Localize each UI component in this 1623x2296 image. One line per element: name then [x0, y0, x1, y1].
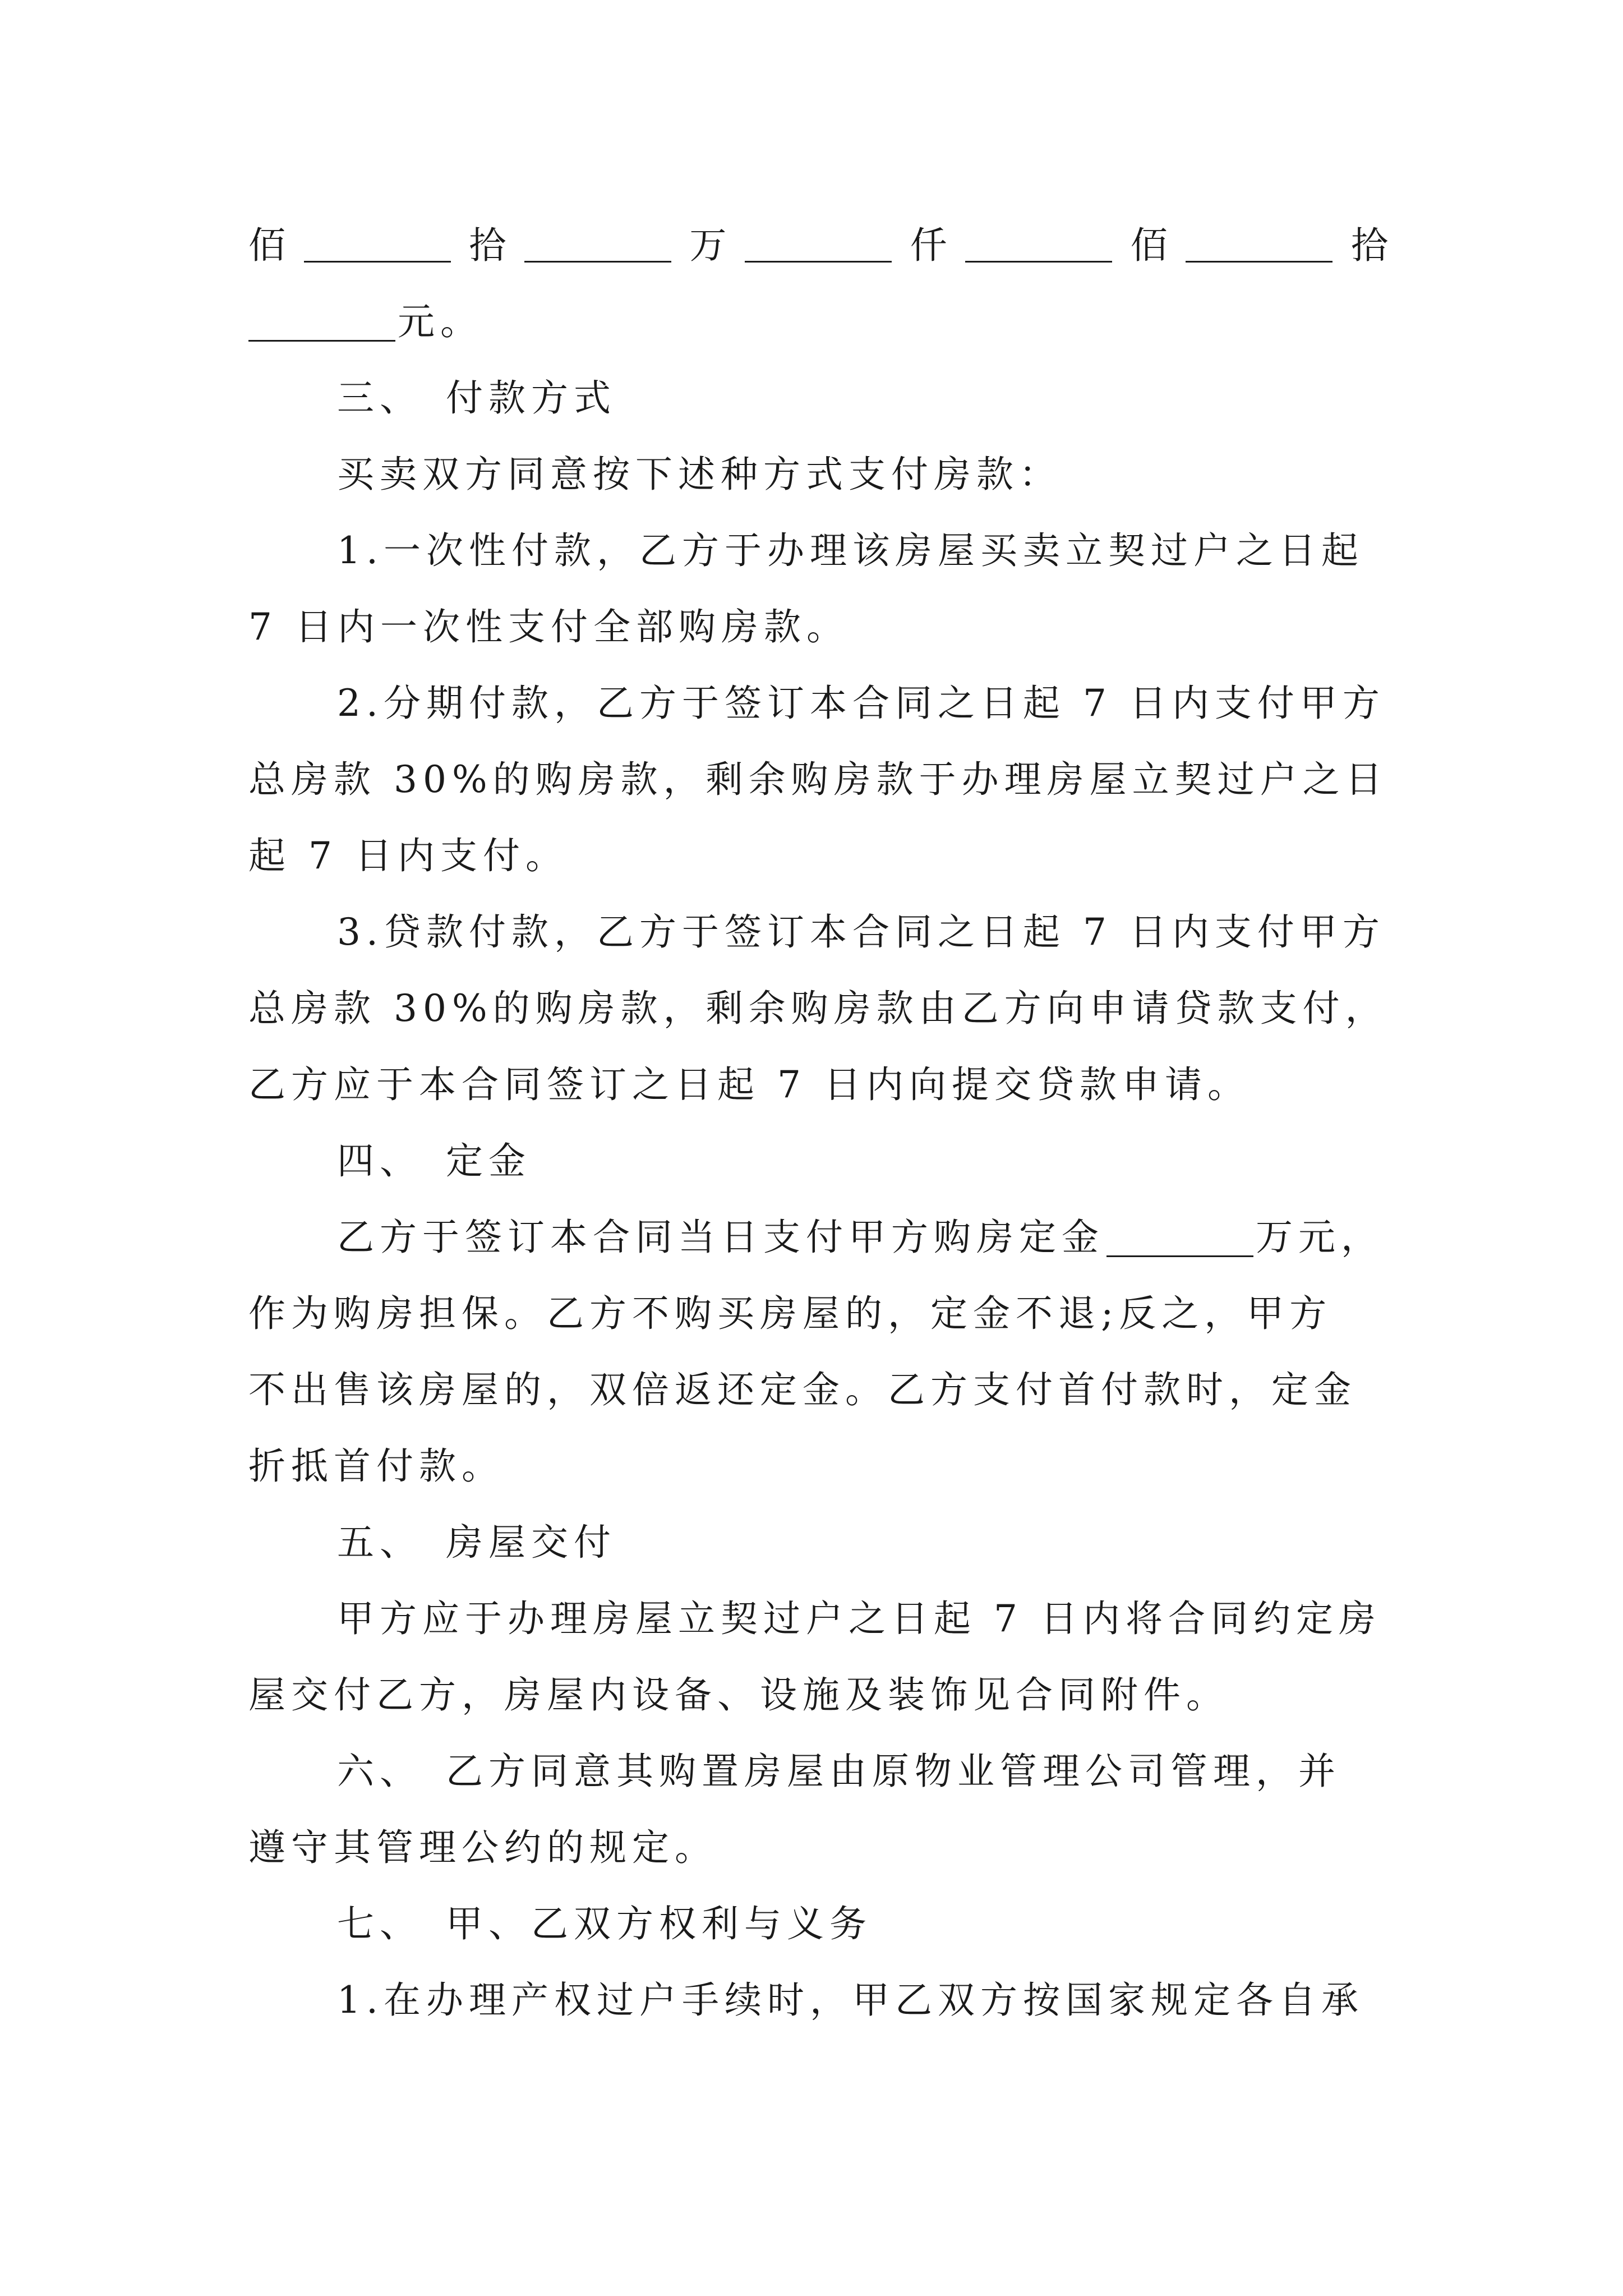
amount-blank [304, 261, 451, 263]
unit-label: 佰 [248, 224, 285, 267]
amount-units-line [248, 208, 1388, 284]
amount-yuan-line [248, 284, 1388, 360]
section-text: 乙方同意其购置房屋由原物业管理公司管理，并 [446, 1750, 1341, 1793]
paragraph-line: 乙方应于本合同签订之日起 7 日内向提交贷款申请。 [248, 1063, 1250, 1106]
paragraph-line: 遵守其管理公约的规定。 [248, 1826, 717, 1869]
unit-label: 拾 [1350, 224, 1388, 267]
unit-label: 佰 [1130, 224, 1168, 267]
amount-blank [1186, 261, 1332, 263]
section-number: 六、 [337, 1750, 422, 1793]
paragraph-line: 7 日内一次性支付全部购房款。 [248, 605, 849, 648]
deposit-text: 乙方于签订本合同当日支付甲方购房定金 [337, 1216, 1104, 1259]
section-heading-6 [248, 1733, 1388, 1810]
section-heading-3 [248, 360, 1388, 436]
document-page [248, 208, 1388, 2039]
section-number: 三、 [337, 376, 422, 420]
amount-blank [248, 340, 395, 342]
section-heading-5 [248, 1504, 1388, 1581]
paragraph-line: 1.一次性付款，乙方于办理该房屋买卖立契过户之日起 [337, 529, 1364, 572]
paragraph-line: 总房款 30%的购房款，剩余购房款由乙方向申请贷款支付， [248, 987, 1388, 1030]
section-heading-4 [248, 1123, 1388, 1199]
section-title: 定金 [446, 1139, 531, 1182]
section-title: 房屋交付 [446, 1521, 616, 1564]
paragraph-line: 屋交付乙方，房屋内设备、设施及装饰见合同附件。 [248, 1673, 1229, 1717]
paragraph-line: 起 7 日内支付。 [248, 834, 568, 877]
section-number: 四、 [337, 1139, 422, 1182]
paragraph-line: 买卖双方同意按下述种方式支付房款： [337, 453, 1062, 496]
section-heading-7 [248, 1886, 1388, 1962]
deposit-unit: 万元， [1256, 1216, 1384, 1259]
amount-blank [524, 261, 671, 263]
paragraph-line [248, 1199, 1388, 1276]
paragraph-line: 1.在办理产权过户手续时，甲乙双方按国家规定各自承 [337, 1978, 1364, 2022]
section-number: 七、 [337, 1902, 422, 1945]
unit-label: 拾 [469, 224, 506, 267]
unit-label: 万 [689, 224, 727, 267]
paragraph-line: 折抵首付款。 [248, 1444, 504, 1488]
paragraph-line: 作为购房担保。乙方不购买房屋的，定金不退;反之，甲方 [248, 1292, 1332, 1335]
paragraph-line: 甲方应于办理房屋立契过户之日起 7 日内将合同约定房 [337, 1597, 1381, 1640]
paragraph-line: 总房款 30%的购房款，剩余购房款于办理房屋立契过户之日 [248, 758, 1388, 801]
amount-blank [745, 261, 892, 263]
section-title: 付款方式 [446, 376, 616, 420]
deposit-blank [1106, 1255, 1253, 1257]
section-title: 甲、乙双方权利与义务 [446, 1902, 872, 1945]
amount-blank [965, 261, 1112, 263]
paragraph-line: 不出售该房屋的，双倍返还定金。乙方支付首付款时，定金 [248, 1368, 1357, 1411]
yuan-label: 元。 [398, 300, 483, 343]
section-number: 五、 [337, 1521, 422, 1564]
paragraph-line: 3.贷款付款，乙方于签订本合同之日起 7 日内支付甲方 [337, 910, 1385, 954]
unit-label: 仟 [910, 224, 947, 267]
paragraph-line: 2.分期付款，乙方于签订本合同之日起 7 日内支付甲方 [337, 682, 1385, 725]
